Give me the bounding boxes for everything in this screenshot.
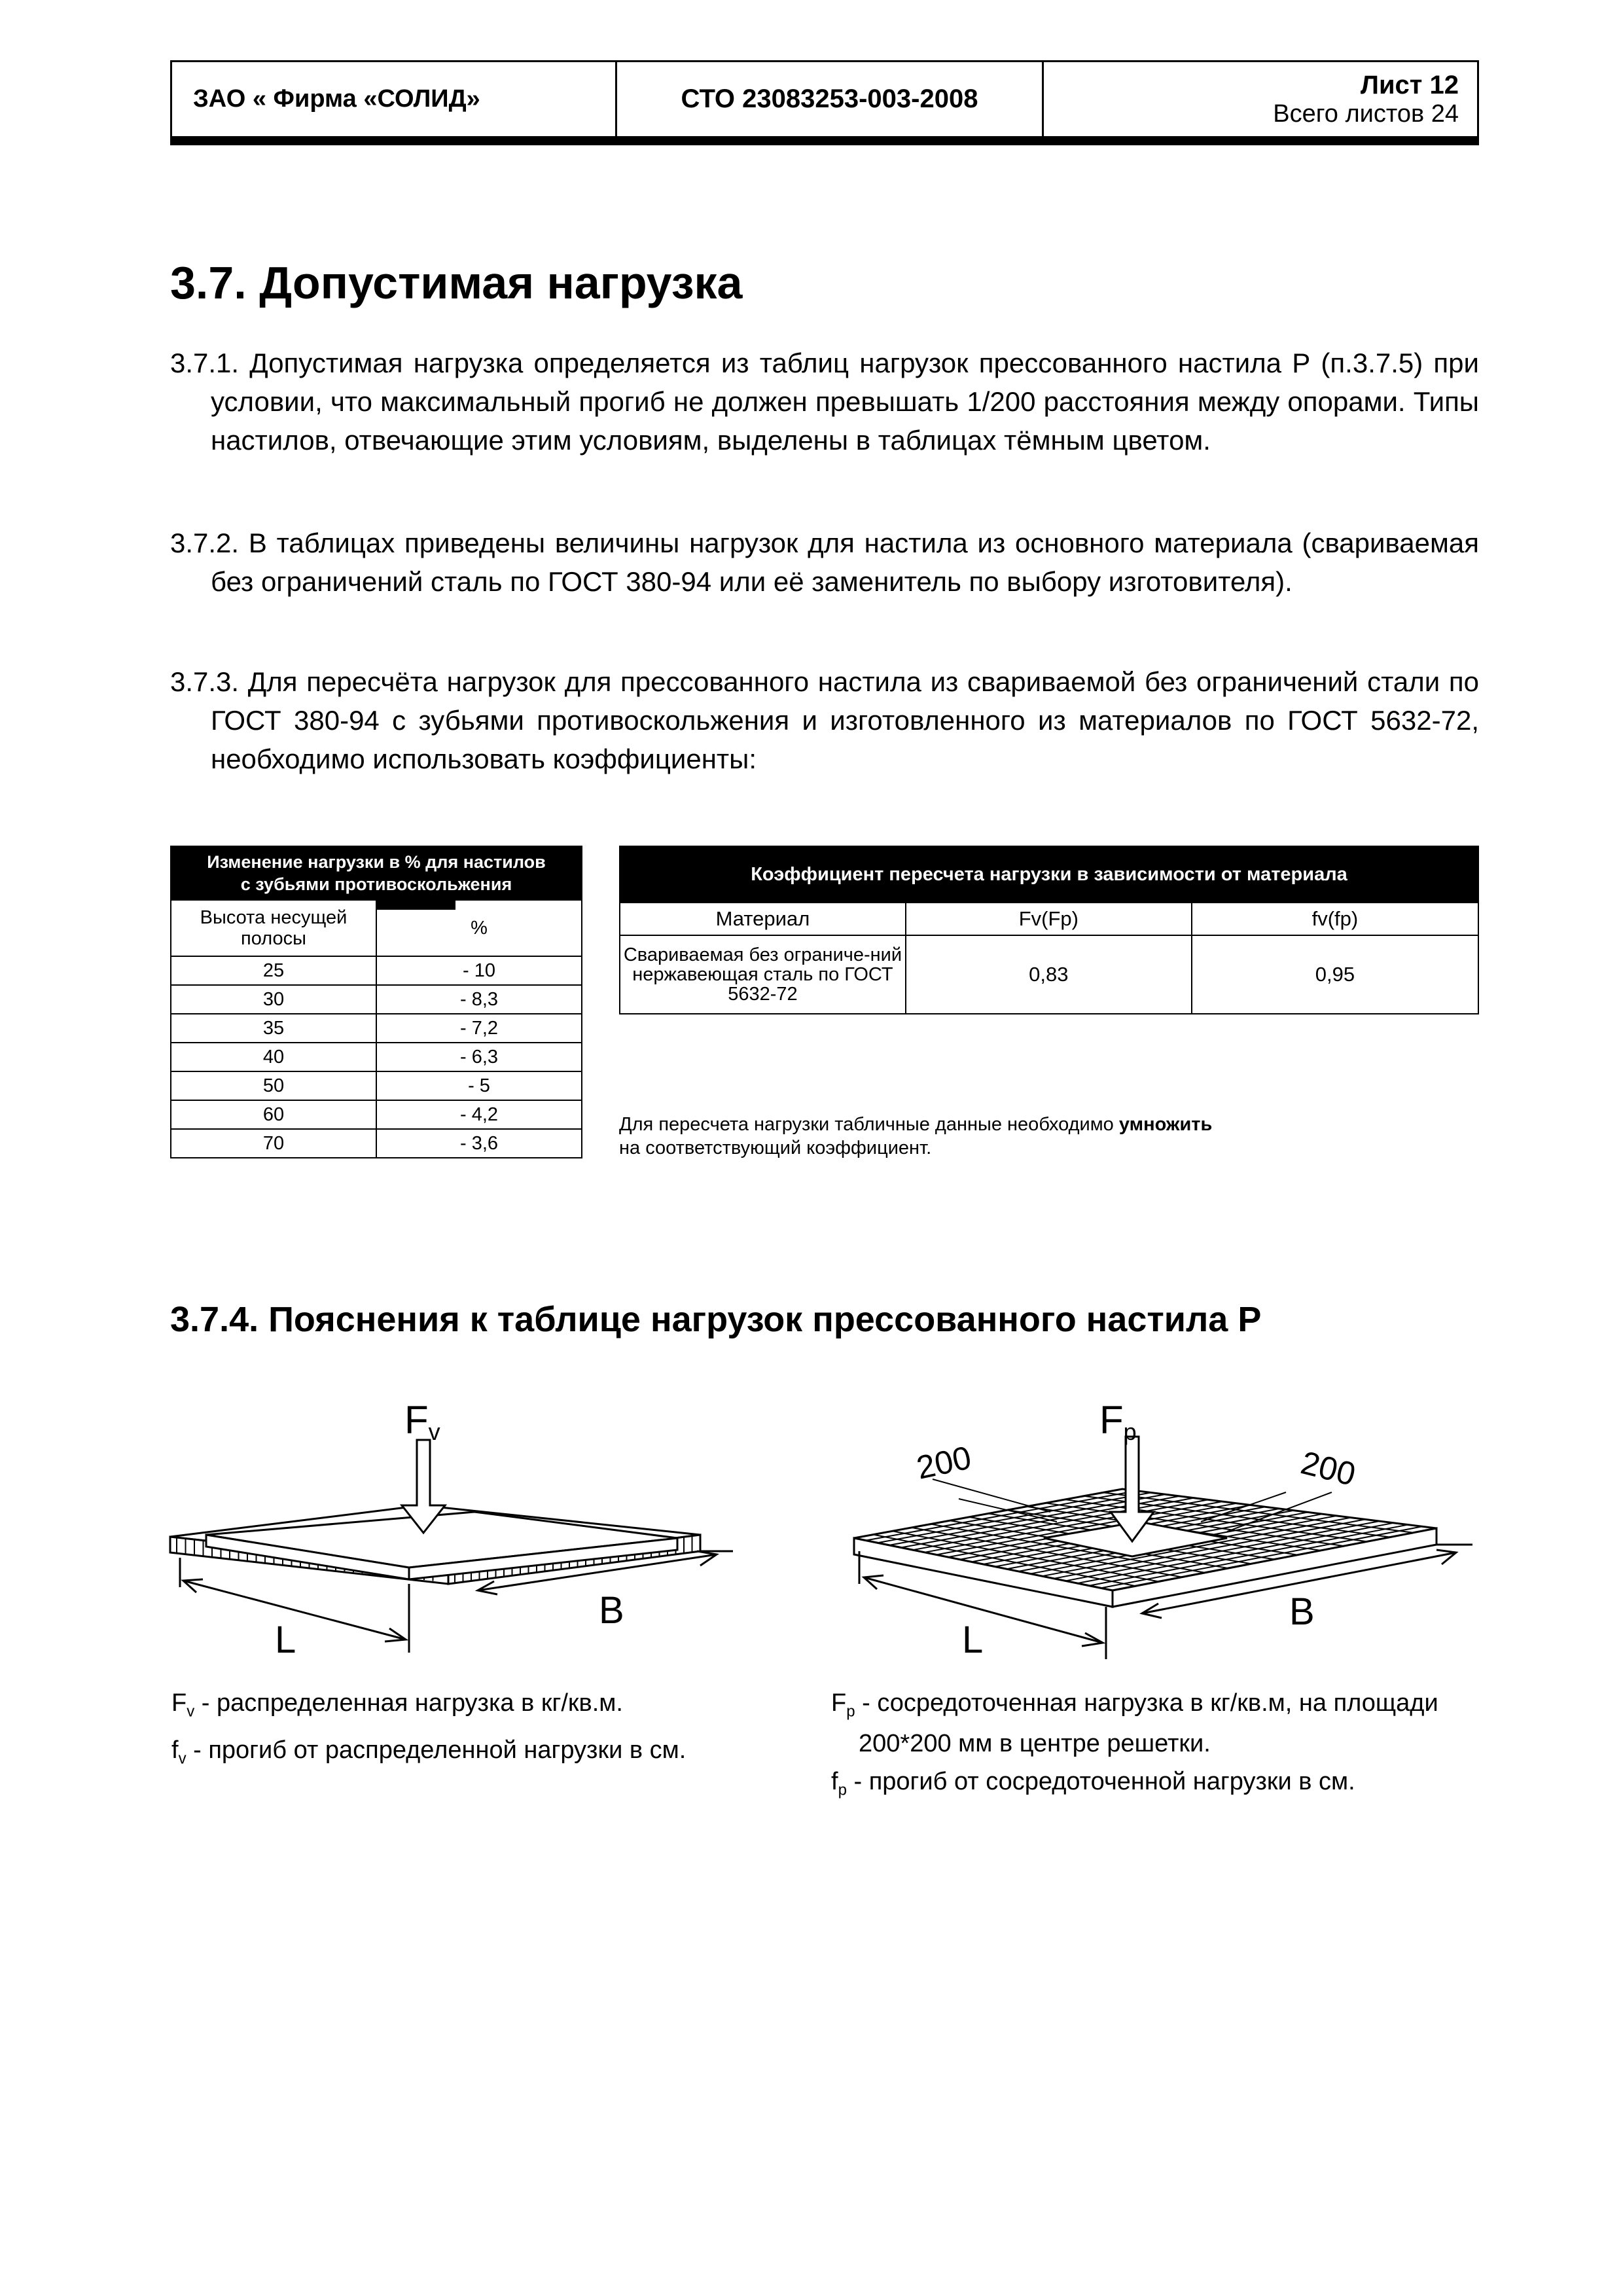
table-row <box>171 985 582 1014</box>
paragraph-3-7-3 <box>170 662 1479 778</box>
paragraph-3-7-1 <box>170 344 1479 459</box>
paragraph-text: 3.7.3. Для пересчёта нагрузок для прессованного настила из свариваемой без ограничений стали по ГОСТ 380-94 с зубьями противоскольжения и изготовленного из материалов по ГОСТ 5632-72, необходимо использовать коэффициенты: <box>170 666 1479 774</box>
table-row <box>171 1014 582 1043</box>
col-bar-height: Высота несущей полосы <box>171 900 376 956</box>
subsection-title: 3.7.4. Пояснения к таблице нагрузок прессованного настила Р <box>170 1300 1262 1339</box>
sheet-number: Лист 12 <box>1360 70 1459 99</box>
width-b-label: B <box>599 1589 624 1632</box>
length-l-label: L <box>275 1619 296 1661</box>
company-name: ЗАО « Фирма «СОЛИД» <box>172 62 617 136</box>
standard-number: СТО 23083253-003-2008 <box>617 62 1044 136</box>
document-header <box>170 60 1479 145</box>
table-row <box>171 1071 582 1100</box>
section-title: 3.7. Допустимая нагрузка <box>170 257 743 308</box>
bar-height-cell: 40 <box>171 1043 376 1071</box>
bar-height-cell: 30 <box>171 985 376 1014</box>
col-material: Материал <box>620 903 906 935</box>
bar-height-cell: 35 <box>171 1014 376 1043</box>
note-text: Для пересчета нагрузки табличные данные необходимо <box>619 1114 1119 1135</box>
material-coef-title: Коэффициент пересчета нагрузки в зависимости от материала <box>620 846 1478 903</box>
table-row <box>171 1129 582 1158</box>
dim-200-right: 200 <box>1297 1444 1359 1493</box>
table-row <box>171 956 582 985</box>
legend-concentrated <box>831 1687 1479 1806</box>
bar-height-cell: 50 <box>171 1071 376 1100</box>
table-row <box>171 1100 582 1129</box>
title-line-1: Изменение нагрузки в % для настилов <box>207 852 546 872</box>
length-l-label: L <box>962 1619 984 1661</box>
col-percent: % <box>376 900 582 956</box>
percent-cell: - 5 <box>376 1071 582 1100</box>
legend-fp-deflection: $f_p$ - прогиб от сосредоточенной нагрузки в см. <box>831 1767 1355 1799</box>
width-b-label: B <box>1289 1590 1315 1633</box>
percent-cell: - 4,2 <box>376 1100 582 1129</box>
anti-slip-table-body <box>171 956 582 1158</box>
bar-height-cell: 70 <box>171 1129 376 1158</box>
material-coef-table <box>619 846 1479 1014</box>
paragraph-text: 3.7.2. В таблицах приведены величины нагрузок для настила из основного материала (свариваемая без ограничений сталь по ГОСТ 380-94 или её заменитель по выбору изготовителя). <box>170 528 1479 597</box>
legend-fp: $F_p$ - сосредоточенная нагрузка в кг/кв.м, на площади 200*200 мм в центре решетки. <box>831 1689 1438 1757</box>
note-text-2: на соответствующий коэффициент. <box>619 1138 932 1158</box>
legend-distributed <box>171 1687 760 1774</box>
percent-cell: - 10 <box>376 956 582 985</box>
dim-200-left: 200 <box>913 1439 974 1486</box>
distributed-load-diagram <box>167 1388 769 1662</box>
fv-value: 0,83 <box>906 935 1192 1014</box>
material-cell: Свариваемая без ограниче-ний нержавеющая сталь по ГОСТ 5632-72 <box>620 935 906 1014</box>
total-sheets: Всего листов 24 <box>1273 99 1459 128</box>
concentrated-load-diagram <box>834 1381 1482 1662</box>
percent-cell: - 8,3 <box>376 985 582 1014</box>
anti-slip-table <box>170 846 582 1158</box>
legend-fv: $F_v$ - распределенная нагрузка в кг/кв.м. <box>171 1689 623 1721</box>
note-bold: умножить <box>1118 1114 1213 1135</box>
col-fv: Fv(Fp) <box>906 903 1192 935</box>
col-fp: fv(fp) <box>1192 903 1478 935</box>
legend-fv-deflection: $f_v$ - прогиб от распределенной нагрузки в см. <box>171 1736 687 1768</box>
paragraph-3-7-2 <box>170 524 1479 601</box>
force-fv-label: Fv <box>404 1398 440 1445</box>
force-fp-label: Fp <box>1099 1398 1137 1445</box>
sheet-info <box>1044 62 1477 136</box>
percent-cell: - 7,2 <box>376 1014 582 1043</box>
anti-slip-table-title <box>171 846 582 900</box>
fp-value: 0,95 <box>1192 935 1478 1014</box>
percent-cell: - 3,6 <box>376 1129 582 1158</box>
table-row <box>171 1043 582 1071</box>
percent-cell: - 6,3 <box>376 1043 582 1071</box>
bar-height-cell: 25 <box>171 956 376 985</box>
title-line-2: с зубьями противоскольжения <box>240 874 512 894</box>
paragraph-text: 3.7.1. Допустимая нагрузка определяется из таблиц нагрузок прессованного настила Р (п.3.7.5) при условии, что максимальный прогиб не должен превышать 1/200 расстояния между опорами. Типы настилов, отвечающие этим условиям, выделены в таблицах тёмным цветом. <box>170 348 1479 456</box>
conversion-note <box>619 1113 1212 1160</box>
bar-height-cell: 60 <box>171 1100 376 1129</box>
